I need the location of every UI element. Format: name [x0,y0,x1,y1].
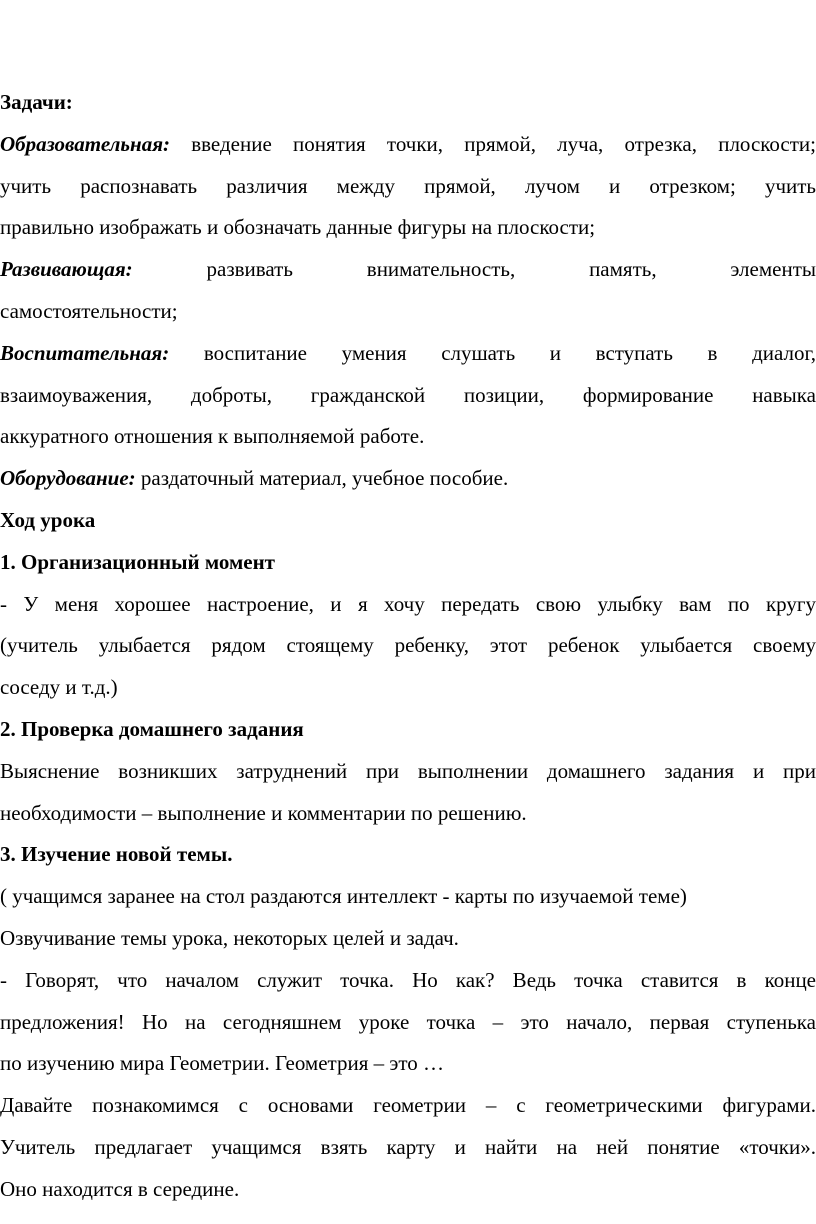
upb-goal-line-1 [0,333,816,375]
upb-goal-line-2: взаимоуважения, доброты, гражданской позиции, формирование навыка [0,382,816,407]
tasks-heading: Задачи: [0,90,73,114]
section-1-heading-line [0,542,816,584]
edu-goal-line-1 [0,124,816,166]
section-1-line-3: соседу и т.д.) [0,675,118,700]
section-3-line-1: ( учащимся заранее на стол раздаются интеллект - карты по изучаемой теме) [0,884,687,909]
lesson-heading: Ход урока [0,507,96,532]
equipment-line [0,458,816,500]
edu-goal-label: Образовательная: [0,131,170,156]
section-3-line-6: Давайте познакомимся с основами геометрии – с геометрическими фигурами. [0,1093,816,1118]
section-3-line-2: Озвучивание темы урока, некоторых целей и задач. [0,925,459,950]
dev-goal-line-1 [0,249,816,291]
section-3-heading-line [0,834,816,876]
section-3-line-4: предложения! Но на сегодняшнем уроке точка – это начало, первая ступенька [0,1009,816,1034]
section-3-heading: 3. Изучение новой темы. [0,842,233,867]
section-1-heading: 1. Организационный момент [0,549,275,574]
section-3-line-3: - Говорят, что началом служит точка. Но как? Ведь точка ставится в конце [0,967,816,992]
equipment-text: раздаточный материал, учебное пособие. [135,466,509,491]
dev-goal-text-1: развивать внимательность, память, элементы [132,257,816,282]
section-2-heading-line [0,709,816,751]
dev-goal-line-2: самостоятельности; [0,298,178,323]
lesson-heading-line [0,500,816,542]
section-1-line-2: (учитель улыбается рядом стоящему ребенку, этот ребенок улыбается своему [0,633,816,658]
section-2-line-2: необходимости – выполнение и комментарии по решению. [0,800,527,825]
edu-goal-line-2: учить распознавать различия между прямой, лучом и отрезком; учить [0,173,816,198]
edu-goal-text-1: введение понятия точки, прямой, луча, отрезка, плоскости; [170,131,816,156]
tasks-heading-line [0,82,816,124]
upb-goal-text-1: воспитание умения слушать и вступать в диалог, [169,340,816,365]
upb-goal-line-3: аккуратного отношения к выполняемой работе. [0,424,425,449]
document-page [0,82,816,1211]
equipment-label: Оборудование: [0,466,136,491]
section-3-line-5: по изучению мира Геометрии. Геометрия – это … [0,1051,445,1076]
edu-goal-line-3: правильно изображать и обозначать данные фигуры на плоскости; [0,215,596,240]
section-3-line-7: Учитель предлагает учащимся взять карту и найти на ней понятие «точки». [0,1134,816,1159]
upb-goal-label: Воспитательная: [0,340,170,365]
section-2-heading: 2. Проверка домашнего задания [0,716,304,741]
section-2-line-1: Выяснение возникших затруднений при выполнении домашнего задания и при [0,758,816,783]
section-3-line-8: Оно находится в середине. [0,1176,240,1201]
section-1-line-1: - У меня хорошее настроение, и я хочу передать свою улыбку вам по кругу [0,591,816,616]
dev-goal-label: Развивающая: [0,257,133,282]
